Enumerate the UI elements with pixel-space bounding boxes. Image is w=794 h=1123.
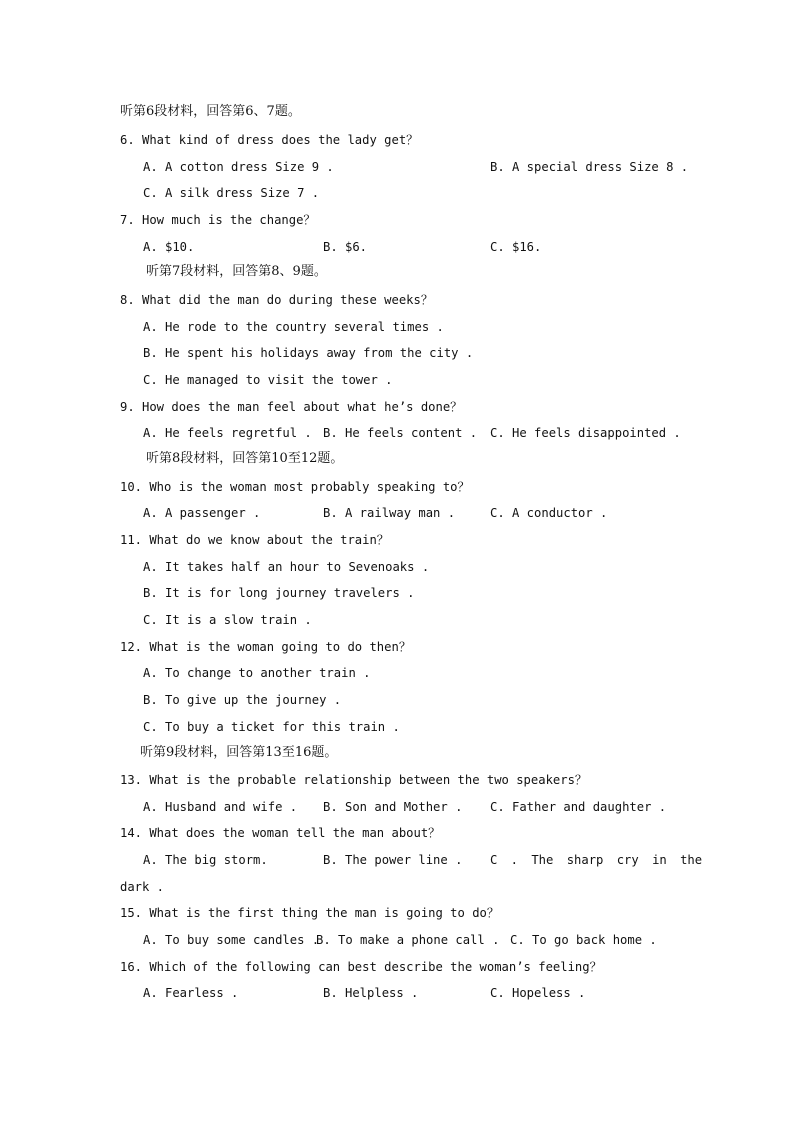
question-9-option-a: A. He feels regretful . <box>143 426 312 440</box>
question-13-stem: 13. What is the probable relationship between the two speakers？ <box>120 773 588 787</box>
question-14-option-c-text: C . The sharp cry in the <box>490 853 703 867</box>
question-15-stem: 15. What is the first thing the man is going to do？ <box>120 906 500 920</box>
question-14-option-b: B. The power line . <box>323 853 463 867</box>
question-10-option-c: C. A conductor . <box>490 506 608 520</box>
question-10-stem: 10. Who is the woman most probably speaking to？ <box>120 480 470 494</box>
question-11-option-a: A. It takes half an hour to Sevenoaks . <box>143 560 430 574</box>
question-14-option-c <box>490 852 703 868</box>
question-7-option-b: B. $6. <box>323 240 368 254</box>
section-8-heading: 听第8段材料，回答第10至12题。 <box>146 451 344 466</box>
question-8-option-a: A. He rode to the country several times . <box>143 320 444 334</box>
question-6-option-c: C. A silk dress Size 7 . <box>143 186 320 200</box>
question-9-option-b: B. He feels content . <box>323 426 478 440</box>
question-15-option-b: B. To make a phone call . <box>316 933 500 947</box>
question-12-option-a: A. To change to another train . <box>143 666 371 680</box>
question-14-option-a: A. The big storm. <box>143 853 268 867</box>
section-6-heading: 听第6段材料，回答第6、7题。 <box>120 104 301 119</box>
question-12-option-c: C. To buy a ticket for this train . <box>143 720 400 734</box>
question-8-stem: 8. What did the man do during these weeks？ <box>120 293 434 307</box>
section-9-heading: 听第9段材料，回答第13至16题。 <box>140 745 338 760</box>
question-11-stem: 11. What do we know about the train？ <box>120 533 389 547</box>
question-13-option-b: B. Son and Mother . <box>323 800 463 814</box>
question-10-option-a: A. A passenger . <box>143 506 261 520</box>
question-6-option-a: A. A cotton dress Size 9 . <box>143 160 334 174</box>
question-16-stem: 16. Which of the following can best describe the woman’s feeling？ <box>120 960 602 974</box>
question-8-option-b: B. He spent his holidays away from the city . <box>143 346 474 360</box>
question-7-option-c: C. $16. <box>490 240 542 254</box>
question-14-option-c-continuation: dark . <box>120 880 165 894</box>
question-14-stem: 14. What does the woman tell the man about？ <box>120 826 441 840</box>
question-11-option-b: B. It is for long journey travelers . <box>143 586 415 600</box>
question-9-option-c: C. He feels disappointed . <box>490 426 681 440</box>
question-16-option-b: B. Helpless . <box>323 986 419 1000</box>
question-10-option-b: B. A railway man . <box>323 506 456 520</box>
question-11-option-c: C. It is a slow train . <box>143 613 312 627</box>
question-7-stem: 7. How much is the change？ <box>120 213 316 227</box>
question-9-stem: 9. How does the man feel about what he’s done？ <box>120 400 463 414</box>
question-8-option-c: C. He managed to visit the tower . <box>143 373 393 387</box>
question-6-stem: 6. What kind of dress does the lady get？ <box>120 133 419 147</box>
question-12-stem: 12. What is the woman going to do then？ <box>120 640 412 654</box>
question-13-option-c: C. Father and daughter . <box>490 800 667 814</box>
question-16-option-c: C. Hopeless . <box>490 986 586 1000</box>
section-7-heading: 听第7段材料，回答第8、9题。 <box>146 264 327 279</box>
question-15-option-c: C. To go back home . <box>510 933 657 947</box>
question-15-option-a: A. To buy some candles . <box>143 933 320 947</box>
question-16-option-a: A. Fearless . <box>143 986 239 1000</box>
question-13-option-a: A. Husband and wife . <box>143 800 298 814</box>
question-6-option-b: B. A special dress Size 8 . <box>490 160 689 174</box>
question-7-option-a: A. $10. <box>143 240 195 254</box>
question-12-option-b: B. To give up the journey . <box>143 693 342 707</box>
